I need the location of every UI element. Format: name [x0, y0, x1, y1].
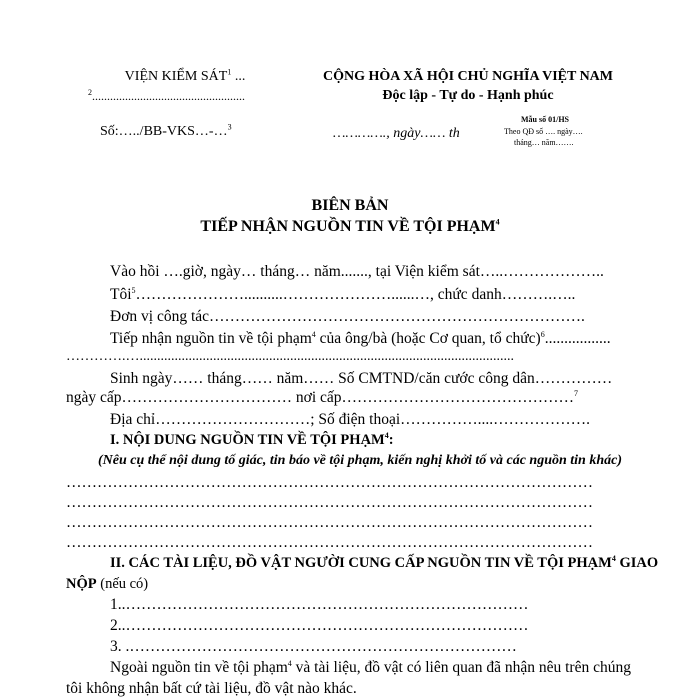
issue-line: [66, 389, 578, 407]
agency-suffix: ...: [231, 69, 246, 84]
list-item: 3. .…………………………………………………………………: [110, 638, 517, 655]
dotted-line: …………………………………………………………………………………………: [66, 474, 593, 491]
receiver-label: Tôi: [110, 286, 132, 303]
list-item: 2..……………………………………………………………………: [110, 617, 529, 634]
form-month: tháng… năm…….: [514, 138, 574, 147]
work-unit-line: Đơn vị công tác……………………………………………………………….: [110, 308, 585, 325]
footnote-ref: 1: [227, 67, 232, 77]
footnote-ref: 5: [131, 285, 136, 295]
dotted-line: …………………………………………………………………………………………: [66, 534, 593, 551]
address-phone-line: Địa chỉ…………………………; Số điện thoại……………....……………….: [110, 411, 591, 428]
footnote-ref: 4: [311, 329, 316, 339]
form-code: Mẫu số 01/HS: [521, 115, 570, 124]
receiver-line: [110, 286, 575, 304]
document-subtitle: [0, 218, 700, 236]
source-provider-label: Tiếp nhận nguồn tin về tội phạm: [110, 330, 312, 347]
footnote-ref: 7: [574, 388, 579, 398]
footnote-ref: 6: [540, 329, 545, 339]
source-provider-text: của ông/bà (hoặc Cơ quan, tổ chức): [315, 330, 541, 347]
birth-id-line: Sinh ngày…… tháng…… năm…… Số CMTND/căn cước công dân……………: [110, 370, 613, 387]
section-2-heading: [110, 555, 658, 572]
section-1-heading: [110, 432, 394, 449]
footnote-ref: 4: [287, 658, 292, 668]
receiver-fill: …………………..........…………………......…, chức danh……….…..: [135, 286, 576, 303]
section-2-title: II. CÁC TÀI LIỆU, ĐỒ VẬT NGƯỜI CUNG CẤP NGUỒN TIN VỀ TỘI PHẠM: [110, 555, 612, 571]
closing-text-start: Ngoài nguồn tin về tội phạm: [110, 659, 288, 676]
dotted-line: …………………………………………………………………………………………: [66, 514, 593, 531]
document-title: BIÊN BẢN: [311, 197, 389, 214]
list-item: 1..……………………………………………………………………: [110, 596, 529, 613]
source-provider-fill: .................: [544, 330, 611, 347]
document-number: [100, 124, 232, 140]
section-1-colon: :: [388, 432, 394, 448]
agency-subunit: [88, 89, 245, 104]
agency-name: [105, 69, 265, 85]
document-subtitle-text: TIẾP NHẬN NGUỒN TIN VỀ TỘI PHẠM: [200, 218, 496, 235]
footnote-ref: 2: [88, 88, 92, 97]
place-date: …………., ngày…… th: [333, 126, 460, 141]
section-2-title-wrap: NỘP: [66, 576, 97, 592]
issue-text: ngày cấp…………………………… nơi cấp………………………………………: [66, 389, 575, 406]
agency-label: VIỆN KIỂM SÁT: [124, 69, 228, 84]
source-provider-line: [110, 330, 611, 348]
form-decision: Theo QĐ số …. ngày….: [504, 127, 583, 136]
time-place-line: Vào hồi ….giờ, ngày… tháng… năm......., tại Viện kiểm sát…..………………..: [110, 263, 604, 280]
footnote-ref: 4: [495, 217, 500, 227]
footnote-ref: 3: [227, 122, 232, 132]
section-1-instructions: (Nêu cụ thể nội dung tố giác, tin báo về tội phạm, kiến nghị khởi tố và các nguồn tin khác): [97, 453, 622, 468]
document-number-text: Số:…../BB-VKS…-…: [100, 124, 228, 139]
continuation-dots: ………….…...........................................................................................................: [66, 349, 514, 364]
footnote-ref: 4: [384, 431, 389, 441]
dotted-line: …………………………………………………………………………………………: [66, 494, 593, 511]
section-1-title: I. NỘI DUNG NGUỒN TIN VỀ TỘI PHẠM: [110, 432, 385, 448]
agency-subunit-dots: ...................................................: [92, 89, 245, 103]
section-2-title-end: GIAO: [615, 555, 659, 571]
closing-statement-continued: tôi không nhận bất cứ tài liệu, đồ vật nào khác.: [66, 680, 357, 697]
section-2-optional: (nếu có): [96, 576, 149, 592]
closing-statement: [110, 659, 631, 677]
footnote-ref: 4: [611, 554, 616, 564]
country-name: CỘNG HÒA XÃ HỘI CHỦ NGHĨA VIỆT NAM: [322, 69, 613, 84]
section-2-heading-continued: [66, 576, 148, 593]
closing-text-end: và tài liệu, đồ vật có liên quan đã nhận nêu trên chúng: [291, 659, 631, 676]
national-motto: Độc lập - Tự do - Hạnh phúc: [382, 88, 554, 103]
